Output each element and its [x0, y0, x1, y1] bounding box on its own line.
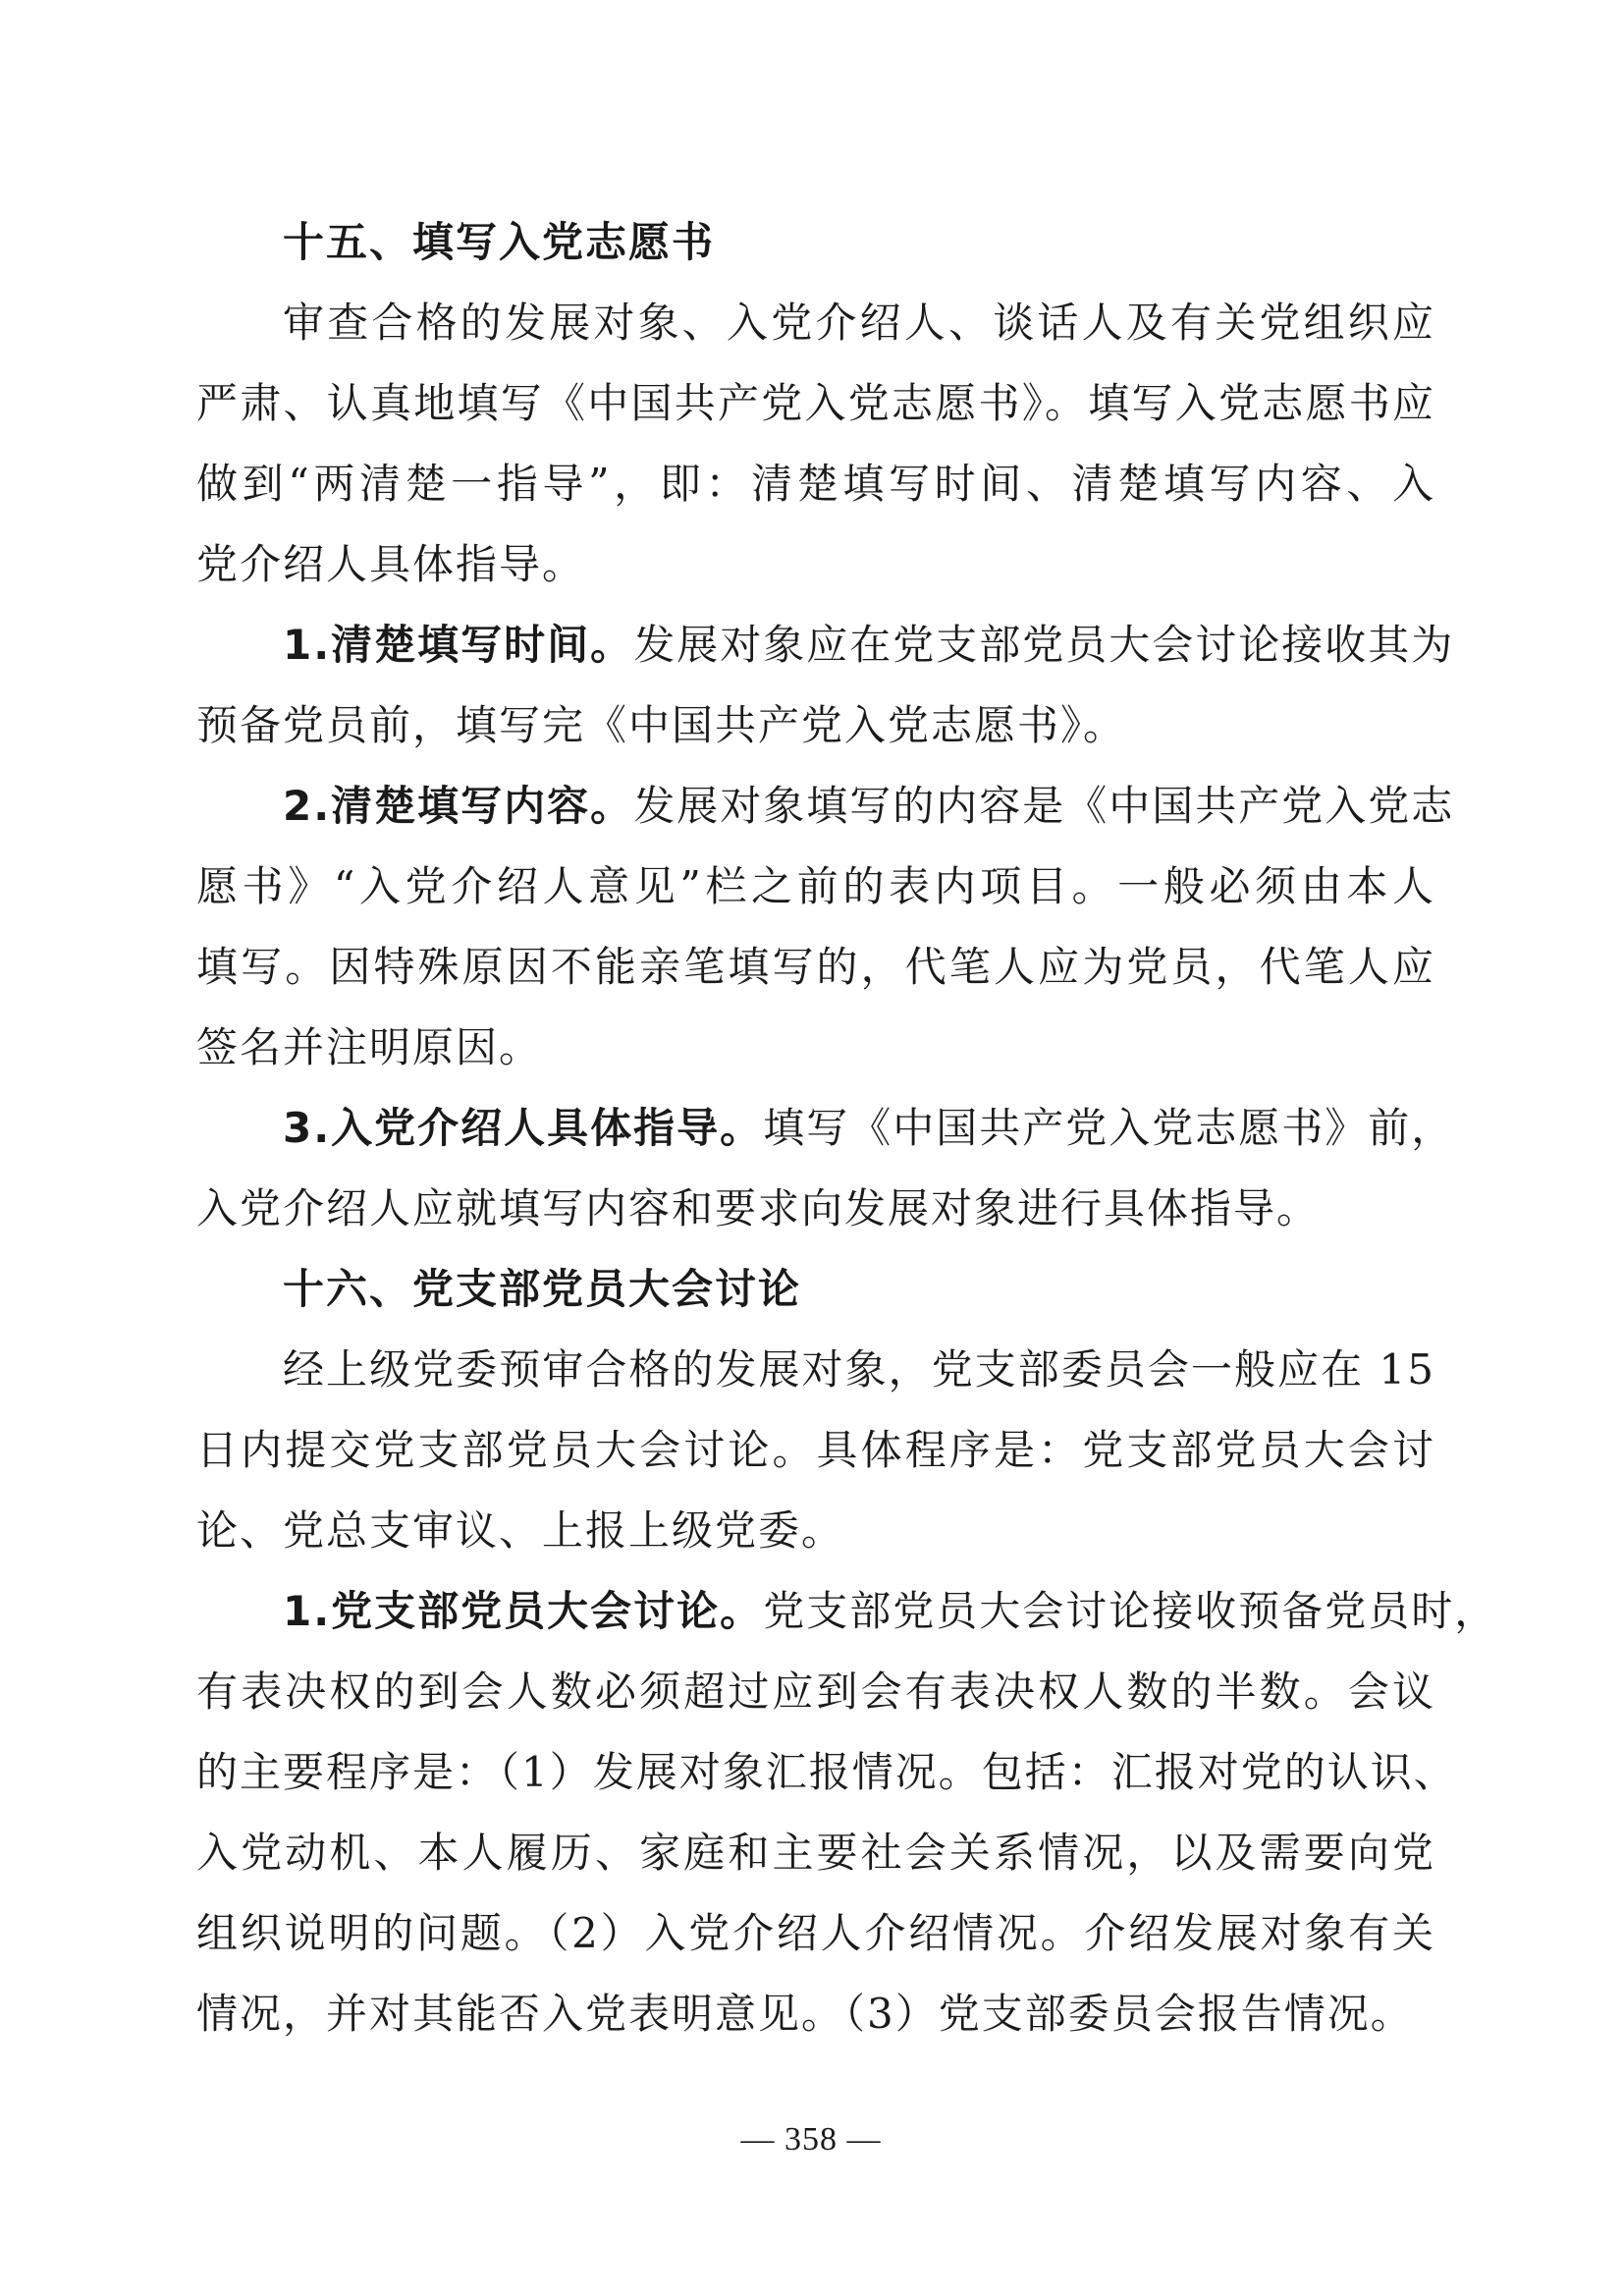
- paragraph-line: 组织说明的问题。（2）入党介绍人介绍情况。介绍发展对象有关: [196, 1909, 1435, 1957]
- line-text: 党支部党员大会讨论接收预备党员时，: [763, 1587, 1498, 1635]
- paragraph-line: 党介绍人具体指导。: [196, 540, 586, 588]
- paragraph-line: 的主要程序是：（1）发展对象汇报情况。包括：汇报对党的认识、: [196, 1748, 1457, 1796]
- page-number: — 358 —: [740, 2121, 882, 2158]
- paragraph-line: 入党介绍人应就填写内容和要求向发展对象进行具体指导。: [196, 1184, 1321, 1232]
- paragraph-line: 经上级党委预审合格的发展对象，党支部委员会一般应在 15: [283, 1345, 1435, 1394]
- section-heading: [196, 1249, 1435, 1330]
- paragraph: [196, 283, 1435, 605]
- paragraph-line: 审查合格的发展对象、入党介绍人、谈话人及有关党组织应: [283, 299, 1435, 347]
- bold-lead: 3.入党介绍人具体指导。: [283, 1104, 764, 1152]
- paragraph-line: 入党动机、本人履历、家庭和主要社会关系情况，以及需要向党: [196, 1829, 1435, 1877]
- paragraph: [196, 605, 1455, 766]
- paragraph-line: 有表决权的到会人数必须超过应到会有表决权人数的半数。会议: [196, 1667, 1435, 1716]
- paragraph-line: 填写。因特殊原因不能亲笔填写的，代笔人应为党员，代笔人应: [196, 943, 1435, 991]
- paragraph: [196, 1571, 1498, 2054]
- bold-lead: 1.清楚填写时间。: [283, 621, 634, 669]
- paragraph-line: 签名并注明原因。: [196, 1023, 543, 1071]
- paragraph-line: 论、党总支审议、上报上级党委。: [196, 1506, 845, 1555]
- paragraph-line: 预备党员前，填写完《中国共产党入党志愿书》。: [196, 701, 1127, 749]
- paragraph-line: 情况，并对其能否入党表明意见。（3）党支部委员会报告情况。: [196, 1990, 1414, 2038]
- section-heading-text: 十五、填写入党志愿书: [283, 218, 716, 266]
- paragraph-line: 愿书》“入党介绍人意见”栏之前的表内项目。一般必须由本人: [196, 862, 1435, 910]
- document-body: [196, 202, 1498, 2054]
- paragraph: [196, 1330, 1435, 1571]
- paragraph-line: 严肃、认真地填写《中国共产党入党志愿书》。填写入党志愿书应: [196, 379, 1435, 427]
- line-text: 填写《中国共产党入党志愿书》前，: [763, 1104, 1455, 1152]
- paragraph-line: [196, 1088, 1455, 1169]
- paragraph: [196, 1088, 1455, 1249]
- paragraph-line: [196, 766, 1455, 847]
- paragraph-line: [196, 1571, 1498, 1652]
- line-text: 发展对象应在党支部党员大会讨论接收其为: [633, 621, 1455, 669]
- paragraph-line: [196, 605, 1455, 685]
- section-heading-text: 十六、党支部党员大会讨论: [283, 1265, 802, 1313]
- paragraph-line: 做到“两清楚一指导”，即：清楚填写时间、清楚填写内容、入: [196, 460, 1435, 508]
- bold-lead: 1.党支部党员大会讨论。: [283, 1587, 764, 1635]
- bold-lead: 2.清楚填写内容。: [283, 782, 634, 830]
- paragraph: [196, 766, 1455, 1088]
- line-text: 发展对象填写的内容是《中国共产党入党志: [633, 782, 1455, 830]
- paragraph-line: 日内提交党支部党员大会讨论。具体程序是：党支部党员大会讨: [196, 1426, 1435, 1474]
- section-heading: [196, 202, 1435, 283]
